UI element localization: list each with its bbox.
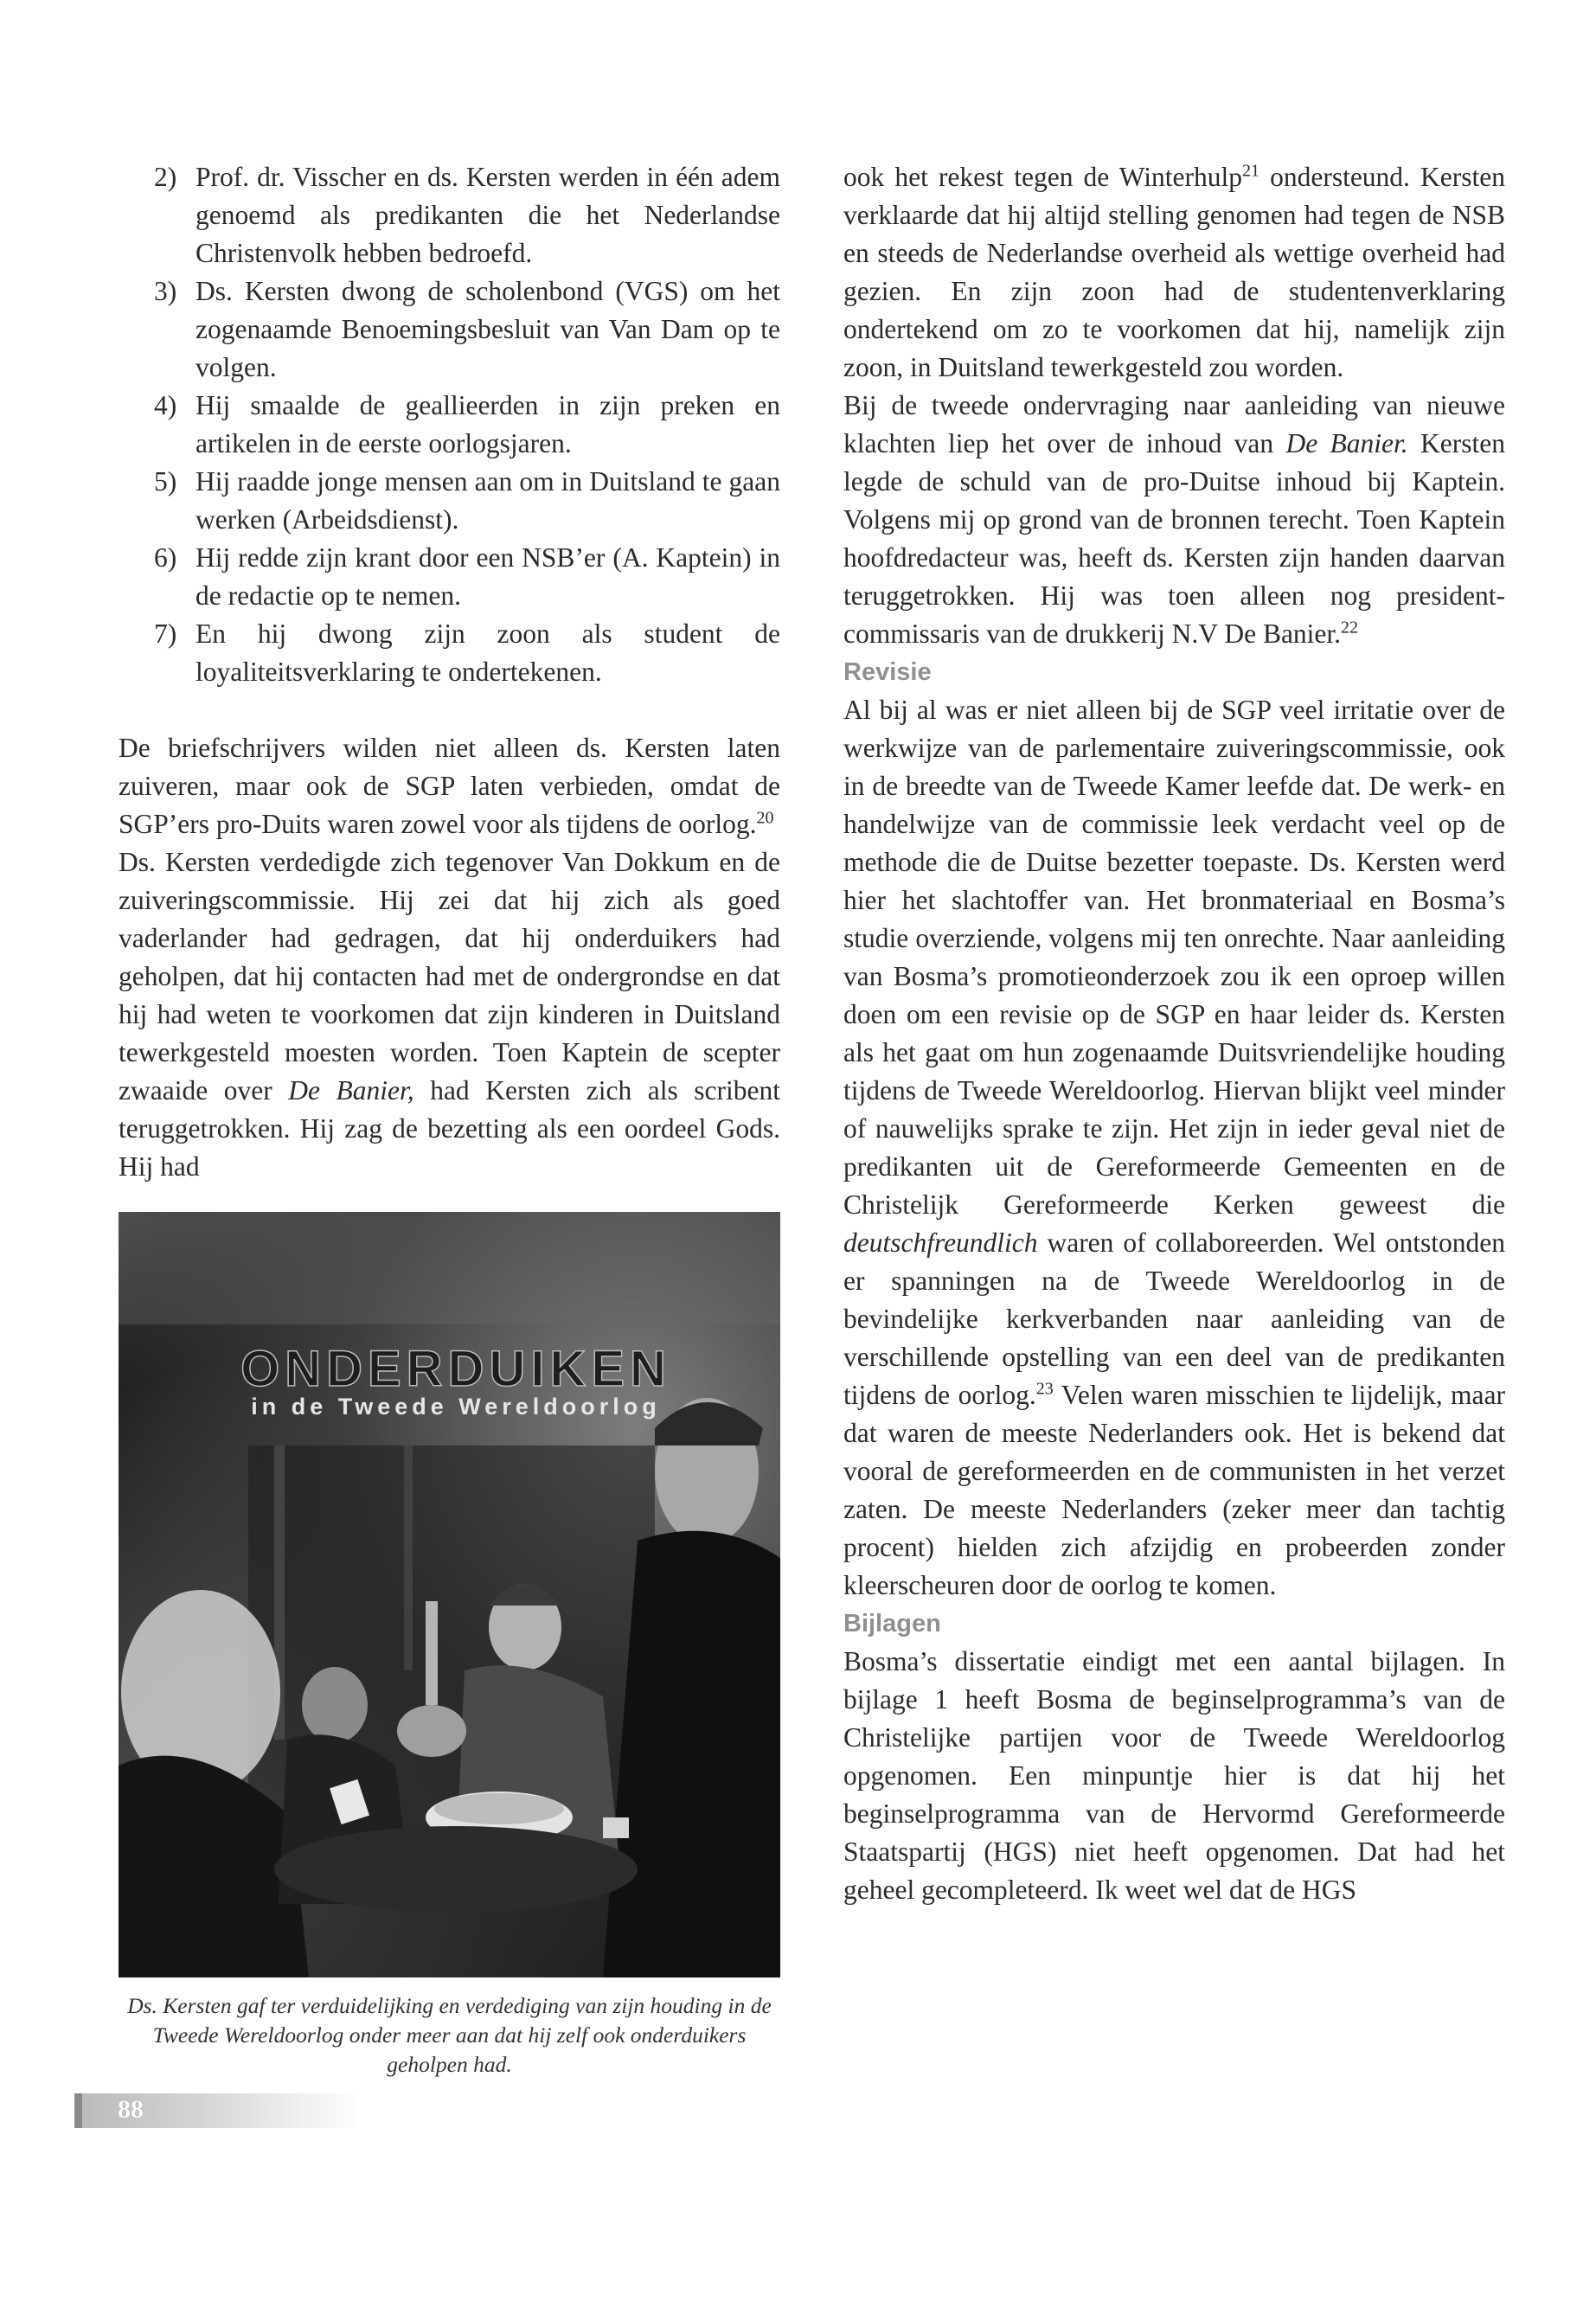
paragraph-ondervraging — [843, 387, 1505, 653]
list-text: Hij redde zijn krant door een NSB’er (A. Kaptein) in de redactie op te nemen. — [195, 542, 780, 611]
footnote-ref: 20 — [756, 808, 774, 828]
photo-shapes — [119, 1212, 780, 1977]
paragraph-briefschrijvers — [119, 729, 780, 843]
list-item — [119, 463, 780, 539]
paragraph-verdediging — [119, 843, 780, 1186]
figure — [119, 1212, 780, 2080]
list-item — [119, 615, 780, 691]
footnote-ref: 22 — [1341, 618, 1359, 638]
paragraph-revisie — [843, 691, 1505, 1605]
page-number: 88 — [118, 2095, 144, 2124]
cover-subtitle: in de Tweede Wereldoorlog — [251, 1394, 661, 1420]
section-heading-revisie: Revisie — [843, 658, 932, 686]
right-column — [843, 158, 1505, 1909]
paragraph-text: Velen waren misschien te lijdelijk, maar dat waren de meeste Nederlanders ook. Het is bekend dat vooral de gereformeerden en de communisten in het verzet zaten. De meeste Nederlanders (zeker meer dan tachtig procent) hielden zich afzijdig en probeerden zonder kleerscheuren door de oorlog te komen. — [843, 1380, 1506, 1600]
paragraph-text: Al bij al was er niet alleen bij de SGP veel irritatie over de werkwijze van de parlementaire zuiveringscommissie, ook in de breedte van de Tweede Kamer leefde dat. De werk- en handelwijze van de commissie leek verdacht veel op de methode die de Duitse bezetter toepaste. Ds. Kersten werd hier het slachtoffer van. Het bronmateriaal en Bosma’s studie overziende, volgens mij ten onrechte. Naar aanleiding van Bosma’s promotieonderzoek zou ik een oproep willen doen om een revisie op de SGP en haar leider ds. Kersten als het gaat om hun zogenaamde Duitsvriendelijke houding tijdens de Tweede Wereldoorlog. Hiervan blijkt veel minder of nauwelijks sprake te zijn. Het zijn in ieder geval niet de predikanten uit de Gereformeerde Gemeenten en de Christelijk Gereformeerde Kerken geweest die — [843, 695, 1505, 1220]
paragraph-text: Ds. Kersten verdedigde zich tegenover Van Dokkum en de zuiveringscommissie. Hij zei dat hij zich als goed vaderlander had gedragen, dat hij onderduikers had geholpen, dat hij contacten had met de ondergrondse en dat hij had weten te voorkomen dat zijn kinderen in Duitsland tewerkgesteld moesten worden. Toen Kaptein de scepter zwaaide over — [119, 847, 780, 1106]
list-text: Hij raadde jonge mensen aan om in Duitsland te gaan werken (Arbeidsdienst). — [195, 466, 780, 535]
list-number: 2) — [154, 162, 177, 192]
charges-list — [119, 158, 780, 691]
paragraph-text: ondersteund. Kersten verklaarde dat hij altijd stelling genomen had tegen de NSB en steeds de Nederlandse overheid als wettige overheid had gezien. En zijn zoon had de studentenverklaring ondertekend om zo te voorkomen dat hij, namelijk zijn zoon, in Duitsland tewerkgesteld zou worden. — [843, 162, 1505, 382]
paragraph-text: De briefschrijvers wilden niet alleen ds. Kersten laten zuiveren, maar ook de SGP laten verbieden, omdat de SGP’ers pro-Duits waren zowel voor als tijdens de oorlog. — [119, 733, 780, 839]
list-item — [119, 387, 780, 463]
page-number-edge — [74, 2093, 82, 2128]
list-item — [119, 272, 780, 387]
list-number: 3) — [154, 276, 177, 306]
paragraph-text: waren of collaboreerden. Wel ontstonden er spanningen na de Tweede Wereldoorlog in de bevindelijke kerkverbanden naar aanleiding van de verschillende opstelling van een deel van de predikanten tijdens de oorlog. — [843, 1227, 1505, 1410]
list-text: Hij smaalde de geallieerden in zijn preken en artikelen in de eerste oorlogsjaren. — [195, 390, 780, 458]
italic-term: deutschfreundlich — [843, 1227, 1038, 1258]
list-item — [119, 158, 780, 272]
paragraph-bijlagen: Bosma’s dissertatie eindigt met een aantal bijlagen. In bijlage 1 heeft Bosma de beginselprogramma’s van de Christelijke partijen voor de Tweede Wereldoorlog opgenomen. Een minpuntje hier is dat hij het beginselprogramma van de Hervormd Gereformeerde Staatspartij (HGS) niet heeft opgenomen. Dat had het geheel gecompleteerd. Ik weet wel dat de HGS — [843, 1646, 1505, 1905]
figure-caption: Ds. Kersten gaf ter verduidelijking en verdediging van zijn houding in de Tweede Wereldoorlog onder meer aan dat hij zelf ook onderduikers geholpen had. — [127, 1993, 772, 2077]
list-text: Prof. dr. Visscher en ds. Kersten werden in één adem genoemd als predikanten die het Nederlandse Christenvolk hebben bedroefd. — [195, 162, 780, 268]
left-column — [119, 158, 780, 2080]
list-number: 5) — [154, 466, 177, 497]
paragraph-text: had Kersten zich als scribent teruggetrokken. Hij zag de bezetting als een oordeel Gods. Hij had — [119, 1075, 780, 1182]
footnote-ref: 21 — [1242, 161, 1259, 181]
section-heading-bijlagen: Bijlagen — [843, 1610, 941, 1638]
footnote-ref: 23 — [1035, 1379, 1054, 1399]
italic-title: De Banier, — [288, 1075, 414, 1106]
list-item — [119, 539, 780, 615]
cover-title: ONDERDUIKEN — [240, 1341, 671, 1397]
paragraph-text: ook het rekest tegen de Winterhulp — [843, 162, 1242, 192]
page-number-bar — [74, 2093, 360, 2128]
paragraph-text: Bij de tweede ondervraging naar aanleiding van nieuwe klachten liep het over de inhoud van — [843, 390, 1505, 458]
paragraph-text: Kersten legde de schuld van de pro-Duitse inhoud bij Kaptein. Volgens mij op grond van de bronnen terecht. Toen Kaptein hoofdredacteur was, heeft ds. Kersten zijn handen daarvan teruggetrokken. Hij was toen alleen nog president-commissaris van de drukkerij N.V De Banier. — [843, 428, 1505, 649]
paragraph-rekest — [843, 158, 1505, 387]
book-cover-photo — [119, 1212, 780, 1977]
list-number: 4) — [154, 390, 177, 420]
list-number: 6) — [154, 542, 177, 573]
list-number: 7) — [154, 619, 177, 649]
italic-title: De Banier. — [1285, 428, 1408, 458]
list-text: En hij dwong zijn zoon als student de loyaliteitsverklaring te ondertekenen. — [195, 619, 780, 687]
list-text: Ds. Kersten dwong de scholenbond (VGS) om het zogenaamde Benoemingsbesluit van Van Dam op te volgen. — [195, 276, 780, 382]
